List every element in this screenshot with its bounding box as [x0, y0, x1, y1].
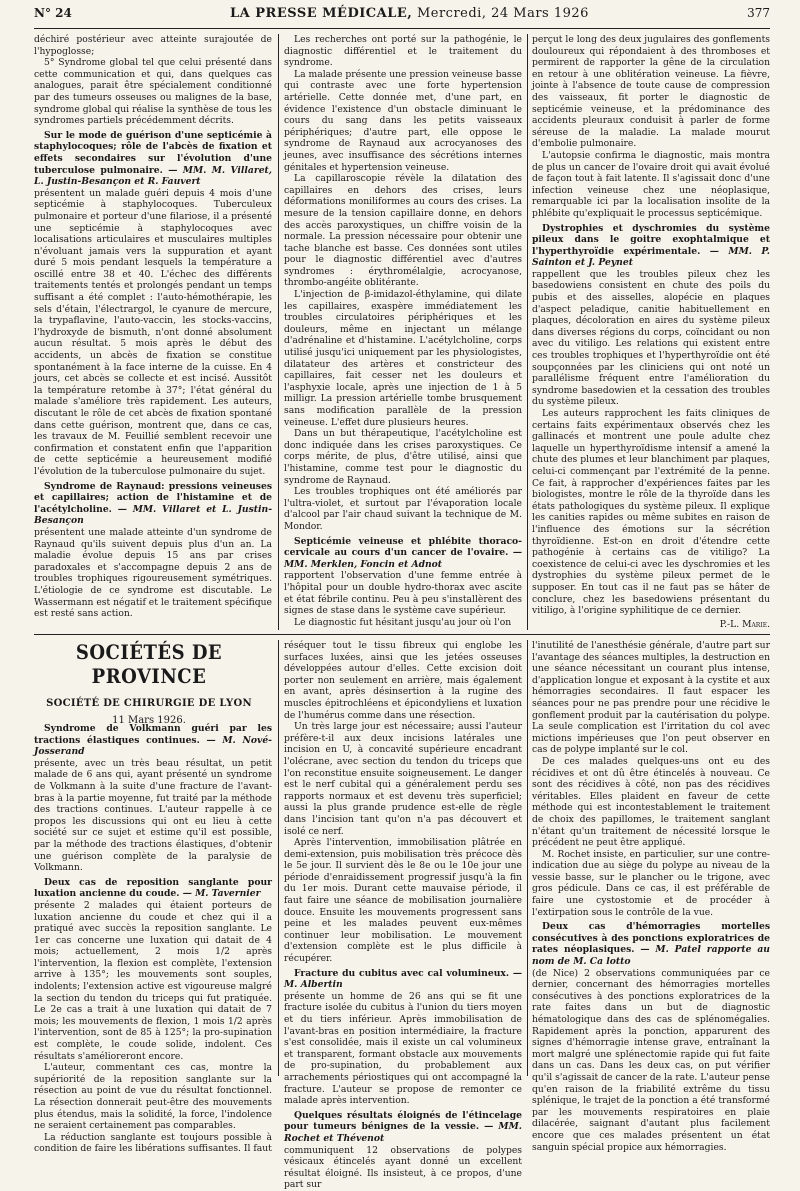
article-title: Deux cas de reposition sanglante pour luxation ancienne du coude.: [34, 876, 272, 900]
paragraph: Un très large jour est nécessaire; aussi l'auteur préfère-t-il aux deux incisions latérales une incision en U, à concavité supérieure encadrant l'olécrane, avec section du tendon du triceps que l'on reconstitue ensuite soigneusement. Le danger est le nerf cubital qui a généralement perdu ses rapports normaux et est devenu très superficiel; aussi la plus grande prudence est-elle de règle dans l'incision tant qu'on n'a pas découvert et isolé ce nerf.: [284, 721, 522, 837]
paragraph: rappellent que les troubles pileux chez les basedowiens consistent en chute des poils du pubis et des aisselles, alopécie en plaques d'aspect peladique, canitie habituellement en plaques, décoloration en aires du système pileux dans diverses régions du corps, coïncidant ou non avec du vitiligo. Les relations qui existent entre ces troubles trophiques et l'hyperthyroïdie ont été soupçonnées par les cliniciens qui ont noté un parallélisme fréquent entre l'amélioration du syndrome basedowien et la cessation des troubles du système pileux.: [532, 268, 770, 408]
article-heading: [34, 130, 272, 188]
paragraph: l'inutilité de l'anesthésie générale, d'autre part sur l'avantage des séances multiples, la destruction en une séance nécessitant un courant plus intense, d'application longue et exposant à la cystite et aux hémorragies secondaires. Il faut espacer les séances pour ne pas prendre pour une récidive le gonflement produit par la cautérisation du polype. La seule complication est l'irritation du col avec mictions impérieuses que l'on peut observer en cas de polype implanté sur le col.: [532, 640, 770, 756]
article-title: Syndrome de Volkmann guéri par les tractions élastiques continues.: [34, 723, 272, 746]
paragraph: Le diagnostic fut hésitant jusqu'au jour où l'on: [294, 616, 512, 628]
journal-name: LA PRESSE MÉDICALE,: [229, 6, 413, 21]
journal-title: [230, 6, 589, 21]
article-authors: — MM. Merklen, Foncin et Adnot: [284, 547, 522, 570]
paragraph: M. Rochet insiste, en particulier, sur une contre-indication due au siège du polype au niveau de la vessie basse, sur le plancher ou le trigone, avec gros pédicule. Dans ce cas, il est préférable de faire une cystostomie et de procéder à l'extirpation sous le contrôle de la vue.: [532, 848, 770, 918]
paragraph: réséquer tout le tissu fibreux qui englobe les surfaces luxées, ainsi que les jetées osseuses développées autour d'elles. Cette excision doit porter non seulement en arrière, mais également en avant, après désinsertion à la rugine des muscles épitrochléens et épicondyliens et luxation de l'humérus comme dans une résection.: [284, 640, 522, 721]
paragraph: L'injection de β-imidazol-éthylamine, qui dilate les capillaires, exaspère immédiatement les troubles circulatoires périphériques et les douleurs, même en injectant un mélange d'adrénaline et d'histamine. L'acétylcholine, corps utilisé jusqu'ici uniquement par les physiologistes, dilatateur des artères et constricteur des capillaires, fait cesser net les douleurs et l'asphyxie locale, après une injection de 1 à 5 milligr. La pression artérielle tombe brusquement sans modification parallèle de la pression veineuse. L'effet dure plusieurs heures.: [284, 289, 522, 428]
column-divider: [527, 34, 528, 630]
column-divider: [278, 640, 279, 1076]
article-authors: — M. Nové-Josserand: [34, 734, 272, 758]
article-title: Sur le mode de guérison d'une septicémie à staphylocoques; rôle de l'abcès de fixation et effets secondaires sur l'évolution d'une tuberculose pulmonaire.: [34, 129, 272, 176]
paragraph: communiquent 12 observations de polypes vésicaux étincelés ayant donné un excellent résultat éloigné. Ils insisteut, à ce propos, d'une part sur: [284, 1144, 522, 1191]
paragraph: 5° Syndrome global tel que celui présenté dans cette communication et qui, dans quelques cas analogues, parait être spécialement conditionné par des tumeurs osseuses ou malignes de la base, syndrome global qui réalise la synthèse de tous les syndromes partiels précédemment décrits.: [34, 57, 272, 127]
paragraph: L'auteur, commentant ces cas, montre la supériorité de la reposition sanglante sur la résection au point de vue du résultat fonctionnel. La résection donnerait peut-être des mouvements plus étendus, mais la solidité, la force, l'indolence ne seraient certainement pas comparables.: [34, 1062, 272, 1132]
article-heading: [34, 481, 272, 527]
paragraph: Dans un but thérapeutique, l'acétylcholine est donc indiquée dans les crises paroxystiques. Ce corps mérite, de plus, d'être utilisé, ainsi que l'histamine, comme test pour le diagnostic du syndrome de Raynaud.: [284, 428, 522, 486]
article-heading: [34, 877, 272, 900]
article-authors: — MM. Villaret et L. Justin-Besançon: [34, 503, 273, 527]
bottom-column-1: [34, 720, 272, 1155]
section-divider: [34, 634, 770, 635]
signature: P.-L. Marie.: [719, 618, 770, 630]
paragraph: présente, avec un très beau résultat, un petit malade de 6 ans qui, ayant présenté un syndrome de Volkmann à la suite d'une fracture de l'avant-bras à la partie moyenne, fut traité par la méthode des tractions continues. L'auteur rappelle à ce propos les discussions qui ont eu lieu à cette société sur ce sujet et estime qu'il est possible, par la méthode des tractions élastiques, d'obtenir une guérison complète de la paralysie de Volkmann.: [34, 757, 272, 874]
article-authors: — MM. P. Sainton et J. Peynet: [532, 245, 770, 269]
paragraph: Les troubles trophiques ont été améliorés par l'ultra-violet, et surtout par l'évaporation locale d'alcool par l'air chaud suivant la technique de M. Mondor.: [284, 486, 522, 532]
paragraph: Les recherches ont porté sur la pathogénie, le diagnostic différentiel et le traitement du syndrome.: [284, 34, 522, 69]
paragraph: L'autopsie confirma le diagnostic, mais montra de plus un cancer de l'ovaire droit qui avait évolué de façon tout à fait latente. Il s'agissait donc d'une infection veineuse chez une néoplasique, remarquable ici par la localisation insolite de la phlébite qu'expliquait le processus septicémique.: [532, 149, 770, 219]
article-heading: [532, 921, 770, 967]
paragraph: La réduction sanglante est toujours possible à condition de faire les libérations suffisantes. Il faut: [34, 1131, 272, 1155]
article-heading: [34, 723, 272, 758]
paragraph: présentent un malade guéri depuis 4 mois d'une septicémie à staphylocoques. Tuberculeux pulmonaire et porteur d'une filariose, il a présenté une septicémie à staphylocoques avec localisations articulaires et musculaires multiples n'évoluant jamais vers la suppuration et ayant duré 5 mois pendant lesquels la température a oscillé entre 38 et 40. L'échec des différents traitements tentés et prolongés pendant un temps suffisant a été complet : l'auto-hémothérapie, les sels d'étain, l'électrargol, le cyanure de mercure, la trypaflavine, l'auto-vaccin, les stocks-vaccins, l'hydroxyde de bismuth, n'ont donné absolument aucun résultat. 5 mois après le début des accidents, un abcès de fixation se constitue spontanément à la face interne de la cuisse. En 4 jours, cet abcès se collecte et est incisé. Aussitôt la température retombe à 37°; l'état général du malade s'améliore très rapidement. Les auteurs, discutant le rôle de cet abcès de fixation spontané dans cette guérison, montrent que, dans ce cas, les travaux de M. Feuillié semblent recevoir une confirmation et constatent enfin que l'apparition de cette septicémie a heureusement modifié l'évolution de la tuberculose pulmonaire du sujet.: [34, 187, 272, 477]
bottom-column-3: [532, 640, 770, 1153]
column-divider: [278, 34, 279, 630]
paragraph: La capillaroscopie révèle la dilatation des capillaires en dehors des crises, leurs déformations moniliformes au cours des crises. La mesure de la tension capillaire donne, en dehors des accès paroxystiques, un chiffre voisin de la normale. La pression nécessaire pour obtenir une tache blanche est basse. Ces données sont utiles pour le diagnostic différentiel avec d'autres syndromes : érythromélalgie, acrocyanose, thrombo-angéite oblitérante.: [284, 173, 522, 289]
issue-number: N° 24: [34, 6, 72, 20]
article-heading: [284, 536, 522, 571]
top-column-2: [284, 34, 522, 632]
paragraph: (de Nice) 2 observations communiquées par ce dernier, concernant des hémorragies mortelles consécutives à des ponctions exploratrices de la rate faites dans un but de diagnostic hématologique dans des cas de splénomégalies. Rapidement après la ponction, apparurent des signes d'hémorragie intense grave, entraînant la mort malgré une splénectomie rapide qui fut faite dans un cas. Dans les deux cas, on put vérifier qu'il s'agissait de cancer de la rate. L'auteur pense qu'en raison de la friabilité extrême du tissu splénique, le trajet de la ponction a été transformé par les mouvements respiratoires en plaie dilacérée, saignant d'autant plus facilement encore que ces malades présentent un état sanguin spécial propice aux hémorragies.: [532, 967, 770, 1153]
article-heading: [284, 968, 522, 991]
top-column-3: [532, 34, 770, 632]
session-date: 11 Mars 1926.: [112, 715, 186, 726]
paragraph: présente 2 malades qui étaient porteurs de luxation ancienne du coude et chez qui il a pratiqué avec succès la reposition sanglante. Le 1er cas concerne une luxation qui datait de 4 mois; actuellement, 2 mois 1/2 après l'intervention, la flexion est complète, l'extension arrive à 135°; les mouvements sont souples, indolents; l'extension active est vigoureuse malgré la section du tendon du triceps qui fut pratiquée. Le 2e cas a trait à une luxation qui datait de 7 mois; les mouvements de flexion, 1 mois 1/2 après l'intervention, sont de 85 à 125°; la pro-supination est complète, le coude solide, indolent. Ces résultats s'amélioreront encore.: [34, 899, 272, 1062]
paragraph: perçut le long des deux jugulaires des gonflements douloureux qui répondaient à des thromboses et permirent de rapporter la gêne de la circulation en retour à une oblitération veineuse. La fièvre, jointe à l'absence de toute cause de compression des vaisseaux, fit porter le diagnostic de septicémie veineuse, et la prédominance des accidents pleuraux conduisit à parler de forme séreuse de la maladie. La malade mourut d'embolie pulmonaire.: [532, 34, 770, 150]
paragraph: De ces malades quelques-uns ont eu des récidives et ont dû être étincelés à nouveau. Ce sont des récidives à côté, non pas des récidives véritables. Elles plaident en faveur de cette méthode qui est incontestablement le traitement de choix des papillomes, le traitement sanglant n'étant qu'un traitement de nécessité lorsque le précédent ne peut être appliqué.: [532, 755, 770, 849]
paragraph: déchiré postérieur avec atteinte surajoutée de l'hypoglosse;: [34, 34, 272, 57]
article-heading: [532, 223, 770, 269]
paragraph: La malade présente une pression veineuse basse qui contraste avec une forte hypertension artérielle. Cette donnée met, d'une part, en évidence l'existence d'un obstacle diminuant le cours du sang dans les petits vaisseaux périphériques; d'autre part, elle oppose le syndrome de Raynaud aux acrocyanoses des jeunes, avec insuffisance des sécrétions internes génitales et hypertension veineuse.: [284, 68, 522, 173]
column-divider: [527, 640, 528, 1076]
paragraph: Les auteurs rapprochent les faits cliniques de certains faits expérimentaux observés chez les gallinacés et montrent une poule adulte chez laquelle un hyperthyroïdisme intensif a amené la chute des plumes et leur blanchiment par plaques, celui-ci commençant par l'extrémité de la penne. Ce fait, à rapprocher d'expériences faites par les biologistes, montre le rôle de la thyroïde dans les états pathologiques du système pileux. Il explique les canities rapides ou même subites en raison de l'influence des émotions sur la sécrétion thyroïdienne. Est-on en droit d'étendre cette pathogénie à certains cas de vitiligo? La coexistence de celui-ci avec les dyschromies et les dystrophies du système pileux permet de le supposer. En tout cas il ne faut pas se hâter de conclure, chez les basedowiens présentant du vitiligo, à l'origine syphilitique de ce dernier.: [532, 408, 770, 617]
article-title: Septicémie veineuse et phlébite thoraco-cervicale au cours d'un cancer de l'ovaire.: [284, 535, 522, 559]
paragraph: présentent une malade atteinte d'un syndrome de Raynaud qu'ils suivent depuis plus d'un an. La maladie évolue depuis 15 ans par crises paradoxales et s'accompagne depuis 2 ans de troubles trophiques rigoureusement symétriques. L'étiologie de ce syndrome est discutable. Le Wassermann est négatif et le traitement spécifique est resté sans action.: [34, 526, 272, 620]
article-authors: — M. Patel rapporte au nom de M. Ca lotto: [532, 944, 770, 968]
issue-date: Mercredi, 24 Mars 1926: [416, 6, 589, 21]
page-header: [34, 6, 770, 29]
article-authors: — MM. Rochet et Thévenot: [284, 1121, 522, 1144]
article-title: Quelques résultats éloignés de l'étincelage pour tumeurs bénignes de la vessie.: [284, 1109, 522, 1133]
bottom-column-2: [284, 640, 522, 1191]
society-name: SOCIÉTÉ DE CHIRURGIE DE LYON: [46, 698, 252, 709]
paragraph: Après l'intervention, immobilisation plâtrée en demi-extension, puis mobilisation très précoce dès le 5e jour. Il survient dès le 8e ou le 10e jour une période d'enraidissement progressif jusqu'à la fin du 1er mois. Durant cette mauvaise période, il faut faire une séance de mobilisation journalière douce. Ensuite les mouvements progressent sans peine et les malades peuvent eux-mêmes continuer leur mobilisation. Le mouvement d'extension complète est le plus difficile à récupérer.: [284, 837, 522, 965]
top-column-1: [34, 34, 272, 632]
paragraph: présente un homme de 26 ans qui se fit une fracture isolée du cubitus à l'union du tiers moyen et du tiers inférieur. Après immobilisation de l'avant-bras en position intermédiaire, la fracture s'est consolidée, mais il existe un cal volumineux et transparent, formant obstacle aux mouvements de pro-supination, du probablement aux arrachements périostiques qui ont accompagné la fracture. L'auteur se propose de remonter ce malade après intervention.: [284, 990, 522, 1107]
page-number: 377: [747, 6, 770, 20]
article-authors: — MM. M. Villaret, L. Justin-Besançon et R. Fauvert: [34, 164, 272, 188]
paragraph: rapportent l'observation d'une femme entrée à l'hôpital pour un double hydro-thorax avec ascite et état fébrile continu. Peu à peu s'installèrent des signes de stase dans le système cave supérieur.: [284, 570, 522, 617]
article-title: Fracture du cubitus avec cal volumineux.: [294, 967, 513, 979]
societes-heading: [34, 640, 264, 726]
article-title: Dystrophies et dyschromies du système pileux dans le goitre exophtalmique et l'hyperthyroïdie expérimentale.: [532, 222, 770, 257]
article-heading: [284, 1110, 522, 1145]
article-authors: — M. Tavernier: [182, 888, 261, 900]
article-title: Syndrome de Raynaud: pressions veineuses et capillaires; action de l'histamine et de l'acétylcholine.: [34, 480, 272, 515]
section-title: SOCIÉTÉS DE PROVINCE: [75, 640, 223, 688]
article-title: Deux cas d'hémorragies mortelles consécutives à des ponctions exploratrices de rates néoplasiques.: [532, 921, 770, 956]
article-authors: — M. Albertin: [284, 967, 522, 991]
